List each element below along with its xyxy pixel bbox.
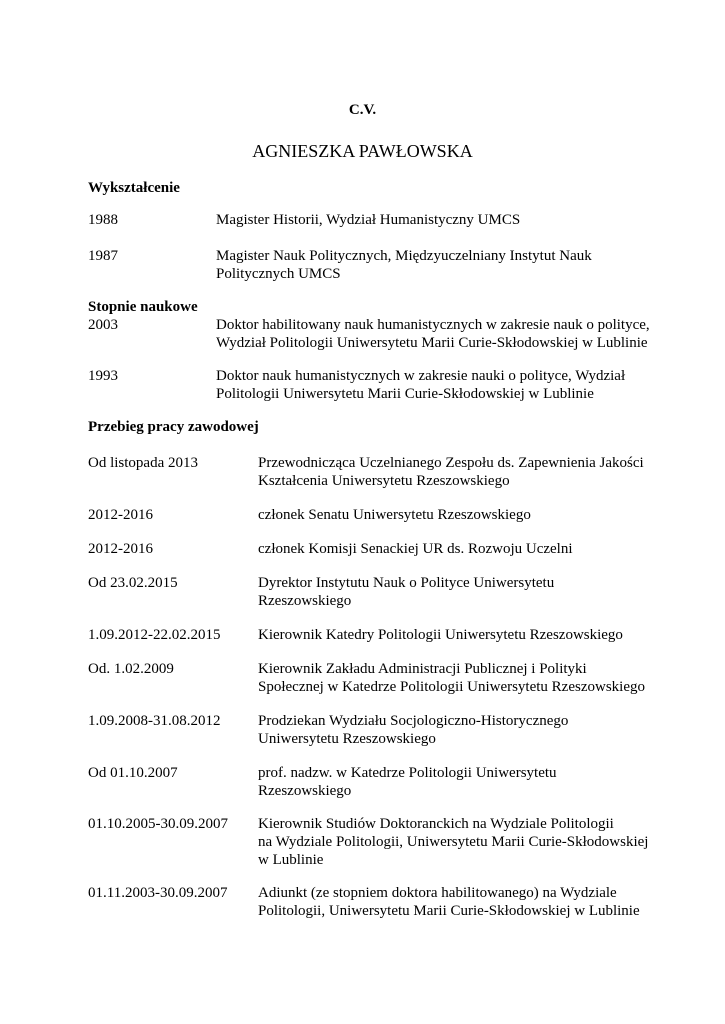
text-line: Politologii, Uniwersytetu Marii Curie-Skłodowskiej w Lublinie: [258, 903, 640, 919]
career-date: 01.10.2005-30.09.2007: [88, 816, 228, 832]
text-line: Wydział Politologii Uniwersytetu Marii Curie-Skłodowskiej w Lublinie: [216, 335, 648, 351]
text-line: Kierownik Zakładu Administracji Publicznej i Polityki: [258, 661, 587, 677]
career-description: [258, 540, 573, 558]
career-heading: Przebieg pracy zawodowej: [88, 419, 259, 435]
text-line: Magister Nauk Politycznych, Międzyuczelniany Instytut Nauk: [216, 248, 592, 264]
text-line: Kierownik Katedry Politologii Uniwersytetu Rzeszowskiego: [258, 627, 623, 643]
education-year: 1988: [88, 212, 118, 228]
text-line: Politologii Uniwersytetu Marii Curie-Skłodowskiej w Lublinie: [216, 386, 594, 402]
text-line: Uniwersytetu Rzeszowskiego: [258, 731, 436, 747]
person-name: AGNIESZKA PAWŁOWSKA: [252, 141, 473, 161]
text-line: Doktor habilitowany nauk humanistycznych w zakresie nauk o polityce,: [216, 317, 650, 333]
education-heading: Wykształcenie: [88, 180, 180, 196]
career-description: [258, 660, 645, 696]
text-line: Przewodnicząca Uczelnianego Zespołu ds. Zapewnienia Jakości: [258, 455, 644, 471]
text-line: Kształcenia Uniwersytetu Rzeszowskiego: [258, 473, 510, 489]
career-description: [258, 884, 640, 920]
text-line: Dyrektor Instytutu Nauk o Polityce Uniwersytetu: [258, 575, 555, 591]
career-date: 1.09.2012-22.02.2015: [88, 627, 221, 643]
education-year: 1987: [88, 248, 118, 264]
text-line: prof. nadzw. w Katedrze Politologii Uniwersytetu: [258, 765, 557, 781]
degree-year: 2003: [88, 317, 118, 333]
text-line: członek Senatu Uniwersytetu Rzeszowskiego: [258, 507, 531, 523]
text-line: Doktor nauk humanistycznych w zakresie nauki o polityce, Wydział: [216, 368, 626, 384]
text-line: Społecznej w Katedrze Politologii Uniwersytetu Rzeszowskiego: [258, 679, 645, 695]
career-description: [258, 574, 554, 610]
education-description: [216, 211, 520, 229]
career-date: 01.11.2003-30.09.2007: [88, 885, 228, 901]
career-date: Od 01.10.2007: [88, 765, 178, 781]
text-line: Kierownik Studiów Doktoranckich na Wydziale Politologii: [258, 816, 614, 832]
career-description: [258, 815, 648, 869]
career-description: [258, 712, 568, 748]
text-line: Magister Historii, Wydział Humanistyczny UMCS: [216, 212, 521, 228]
career-date: Od 23.02.2015: [88, 575, 178, 591]
degree-description: [216, 316, 650, 352]
career-date: Od. 1.02.2009: [88, 661, 174, 677]
text-line: Politycznych UMCS: [216, 266, 341, 282]
career-description: [258, 626, 623, 644]
career-date: 2012-2016: [88, 507, 153, 523]
education-description: [216, 247, 592, 283]
text-line: Adiunkt (ze stopniem doktora habilitowanego) na Wydziale: [258, 885, 617, 901]
text-line: Prodziekan Wydziału Socjologiczno-Historycznego: [258, 713, 569, 729]
career-description: [258, 764, 557, 800]
career-description: [258, 454, 644, 490]
text-line: członek Komisji Senackiej UR ds. Rozwoju Uczelni: [258, 541, 573, 557]
text-line: w Lublinie: [258, 852, 324, 868]
cv-label: C.V.: [348, 102, 377, 118]
career-description: [258, 506, 531, 524]
career-date: 1.09.2008-31.08.2012: [88, 713, 221, 729]
text-line: na Wydziale Politologii, Uniwersytetu Marii Curie-Skłodowskiej: [258, 834, 649, 850]
text-line: Rzeszowskiego: [258, 783, 352, 799]
career-date: 2012-2016: [88, 541, 153, 557]
degree-year: 1993: [88, 368, 118, 384]
degrees-heading: Stopnie naukowe: [88, 299, 198, 315]
text-line: Rzeszowskiego: [258, 593, 352, 609]
career-date: Od listopada 2013: [88, 455, 198, 471]
degree-description: [216, 367, 625, 403]
